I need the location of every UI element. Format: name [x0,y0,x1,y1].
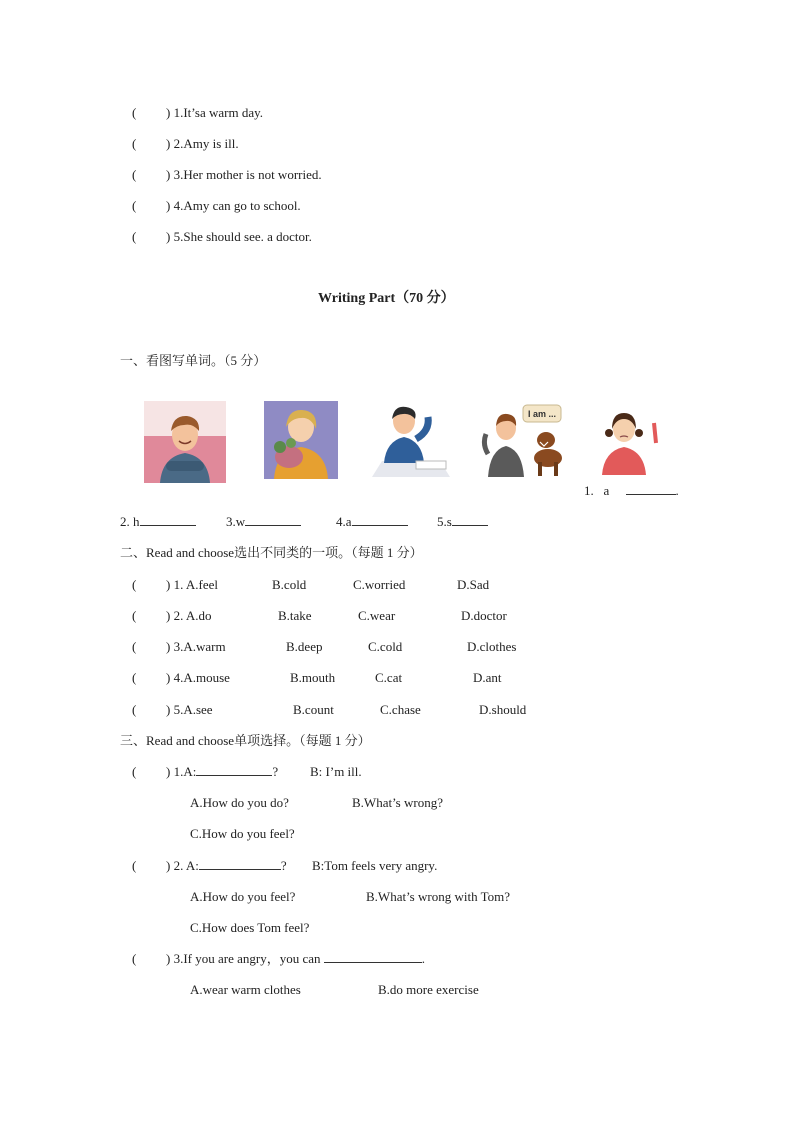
option-b: B.cold [272,577,307,592]
option-c: C.cat [375,670,403,685]
answer-blank[interactable] [324,951,422,963]
word-item-2: 2. h [120,514,196,530]
thinking-boy-image [370,401,452,477]
option-a[interactable]: A.How do you feel? [190,889,296,904]
writing-part-title: Writing Part（70 分） [318,291,455,306]
option-d: D.Sad [457,577,490,592]
scared-boy-dog-image [480,402,570,477]
question-3-1: ) 1.A: ? [166,764,279,779]
option-b[interactable]: B.do more exercise [378,982,479,997]
option-c[interactable]: C.How does Tom feel? [190,920,310,935]
option-c: C.cold [368,639,403,654]
option-a: ) 5.A.see [166,702,213,717]
answer-bracket[interactable]: ( [132,577,137,592]
section1-heading: 一、看图写单词。（5 分） [120,353,267,368]
answer-bracket[interactable]: ( [132,764,137,779]
answer-bracket[interactable]: ( [132,639,137,654]
answer-bracket[interactable]: ( [132,198,137,213]
word-item-4: 4.a [336,514,408,530]
option-b: B.mouth [290,670,336,685]
option-b: B.deep [286,639,323,654]
option-a[interactable]: A.How do you do? [190,795,289,810]
answer-bracket[interactable]: ( [132,670,137,685]
answer-bracket[interactable]: ( [132,702,137,717]
section2-heading: 二、Read and choose选出不同类的一项。（每题 1 分） [120,545,423,560]
option-b[interactable]: B.What’s wrong with Tom? [366,889,511,904]
answer-blank[interactable] [196,764,272,776]
question-3-2: ) 2. A: ? [166,858,287,873]
word-item-1: 1. a . [584,483,679,498]
sick-girl-image [594,403,662,475]
warm-woman-image [264,401,338,479]
question-2: ) 2.Amy is ill. [166,136,239,151]
option-d: D.should [479,702,527,717]
option-d: D.ant [473,670,502,685]
word-item-5: 5.s [437,514,488,530]
option-a: ) 4.A.mouse [166,670,230,685]
speech-bubble-text: I am ... [527,409,557,419]
answer-blank[interactable] [245,514,301,526]
answer-line: B:Tom feels very angry. [312,858,438,873]
answer-bracket[interactable]: ( [132,229,137,244]
option-a: ) 2. A.do [166,608,212,623]
option-c: C.worried [353,577,406,592]
option-d: D.doctor [461,608,507,623]
answer-blank[interactable] [352,514,408,526]
answer-bracket[interactable]: ( [132,858,137,873]
question-4: ) 4.Amy can go to school. [166,198,301,213]
word-item-3: 3.w [226,514,301,530]
answer-bracket[interactable]: ( [132,167,137,182]
answer-bracket[interactable]: ( [132,105,137,120]
answer-blank[interactable] [626,483,676,495]
option-c: C.wear [358,608,396,623]
answer-bracket[interactable]: ( [132,951,137,966]
answer-bracket[interactable]: ( [132,136,137,151]
option-a[interactable]: A.wear warm clothes [190,982,301,997]
option-a: ) 3.A.warm [166,639,226,654]
answer-bracket[interactable]: ( [132,608,137,623]
question-3: ) 3.Her mother is not worried. [166,167,322,182]
happy-boy-image [144,401,226,483]
question-3-3: ) 3.If you are angry，you can . [166,951,425,966]
option-b[interactable]: B.What’s wrong? [352,795,443,810]
section3-heading: 三、Read and choose单项选择。（每题 1 分） [120,733,371,748]
option-d: D.clothes [467,639,517,654]
question-5: ) 5.She should see. a doctor. [166,229,312,244]
option-b: B.take [278,608,312,623]
option-b: B.count [293,702,334,717]
question-1: ) 1.It’sa warm day. [166,105,264,120]
answer-blank[interactable] [452,514,488,526]
option-c: C.chase [380,702,421,717]
answer-blank[interactable] [199,858,281,870]
option-c[interactable]: C.How do you feel? [190,826,295,841]
option-a: ) 1. A.feel [166,577,218,592]
answer-blank[interactable] [140,514,196,526]
answer-line: B: I’m ill. [310,764,362,779]
